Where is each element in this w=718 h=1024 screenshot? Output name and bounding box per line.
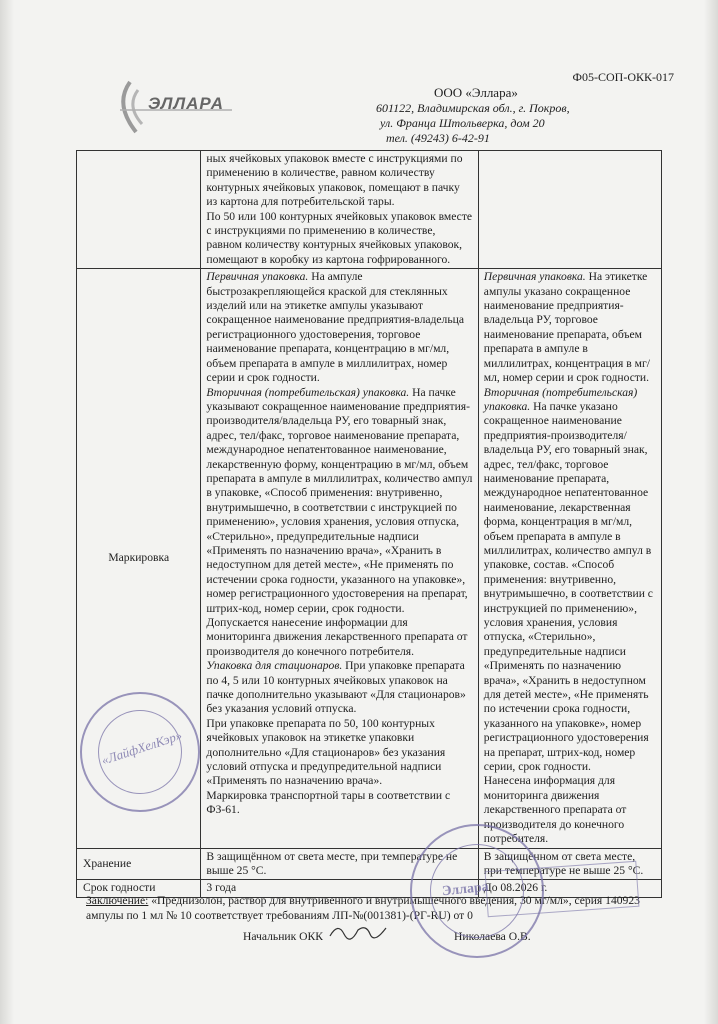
organization-address	[376, 101, 570, 146]
shelf-life-label: Срок годности	[77, 880, 201, 897]
company-logo	[112, 74, 252, 144]
stamp-ellara-text: Эллара	[441, 879, 490, 900]
scan-edge-left	[0, 0, 14, 1024]
signature-icon	[328, 920, 388, 942]
marking-result-primary: Первичная упаковка. На этикетке ампулы указано сокращенное наименование предприятия-владельца РУ, торговое наименование препарата, объем препарата в ампуле в миллилитрах, концентрация в мг/мл, номер серии и срок годности.	[483, 270, 650, 385]
packaging-text-1: ных ячейковых упаковок вместе с инструкциями по применению в количестве, равном количеству контурных ячейковых упаковок, помещают в пачку из картона для потребительской тары.	[206, 152, 463, 209]
shelf-life-spec: 3 года	[201, 880, 478, 897]
marking-spec-cell	[201, 269, 478, 848]
stamp-lifehealthcare-text: «ЛайфХелКэр»	[99, 727, 184, 768]
marking-spec-hospital: Упаковка для стационаров. При упаковке препарата по 4, 5 или 10 контурных ячейковых упаковок на пачке дополнительно указывают «Для стационаров» без указания условий отпуска.	[206, 659, 466, 716]
packaging-text-2: По 50 или 100 контурных ячейковых упаковок вместе с инструкциями по применению в количестве, равном количеству контурных ячейковых упаковок, помещают в коробку из картона гофрированного.	[206, 209, 473, 266]
address-line-1: 601122, Владимирская обл., г. Покров,	[376, 101, 570, 115]
scan-edge-right	[704, 0, 718, 1024]
logo-text: ЭЛЛАРА	[148, 94, 224, 113]
stamp-lifehealthcare	[80, 692, 200, 812]
marking-label: Маркировка	[77, 269, 201, 848]
marking-spec-monitoring: Допускается нанесение информации для мониторинга движения лекарственного препарата от производителя до конечного потребителя.	[206, 616, 468, 658]
marking-spec-transport: Маркировка транспортной тары в соответствии с ФЗ-61.	[206, 788, 451, 817]
marking-result-monitoring: Нанесена информация для мониторинга движения лекарственного препарата от производителя до конечного потребителя.	[483, 774, 627, 846]
marking-result-cell	[478, 269, 661, 848]
packaging-spec-cell	[201, 151, 478, 269]
shelf-life-result: До 08.2026 г.	[478, 880, 661, 897]
marking-result-secondary: Вторичная (потребительская) упаковка. На пачке указано сокращенное наименование предприятия-производителя/владельца РУ, его товарный знак, адрес, тел/факс, торговое наименование препарата, международное непатентованное наименование, лекарственная форма, концентрация в мг/мл, объем препарата в ампуле в миллилитрах, количество ампул в упаковке, состав. «Способ применения: внутривенно, внутримышечно, в соответствии с инструкцией по применению», условия хранения, условия отпуска, «Стерильно», предупредительные надписи «Применять по назначению врача», «Хранить в недоступном для детей месте», «Не применять по истечении срока годности, указанного на упаковке», номер регистрационного удостоверения на препарат, штрих-код, номер серии, срок годности.	[483, 385, 653, 774]
table-cell-result-empty	[478, 151, 661, 269]
address-line-2: ул. Франца Штольверка, дом 20	[380, 116, 545, 130]
storage-spec: В защищённом от света месте, при температуре не выше 25 °С.	[201, 848, 478, 880]
storage-label: Хранение	[77, 848, 201, 880]
storage-result: В защищённом от света месте, при температуре не выше 25 °С.	[478, 848, 661, 880]
address-line-3: тел. (49243) 6-42-91	[386, 131, 490, 145]
organization-name: ООО «Эллара»	[434, 85, 518, 100]
signatory-name: Николаева О.В.	[454, 930, 531, 943]
marking-spec-primary: Первичная упаковка. На ампуле быстрозакрепляющейся краской для стеклянных изделий или на этикетке ампулы указывают сокращенное наименование предприятия-владельца регистрационного удостоверения, торговое наименование препарата, концентрацию в мг/мл, объем препарата в ампуле в миллилитрах, номер серии и срок годности.	[206, 270, 464, 385]
document-code: Ф05-СОП-ОКК-017	[572, 70, 674, 84]
conclusion-label: Заключение:	[86, 894, 149, 907]
marking-spec-secondary: Вторичная (потребительская) упаковка. На пачке указывают сокращенное наименование предприятия-производителя/владельца РУ, его товарный знак, адрес, тел/факс, торговое наименование препарата, международное непатентованное наименование, лекарственную форму, концентрацию в мг/мл, объем препарата в ампуле в миллилитрах, количество ампул в упаковке, «Способ применения: внутривенно, внутримышечно, в соответствии с инструкцией по применению», условия хранения, условия отпуска, «Стерильно», предупредительные надписи «Применять по назначению врача», «Хранить в недоступном для детей месте», «Не применять по истечении срока годности, указанного на упаковке», номер регистрационного удостоверения на препарат, штрих-код, номер серии, срок годности.	[206, 385, 473, 615]
table-row-packaging	[77, 151, 662, 269]
marking-spec-hospital-2: При упаковке препарата по 50, 100 контурных ячейковых упаковок на этикетке упаковки дополнительно «Для стационаров» без указания условий отпуска и предупредительной надписи «Применять по назначению врача».	[206, 716, 446, 788]
signatory-title: Начальник ОКК	[243, 930, 323, 943]
table-cell-label-empty	[77, 151, 201, 269]
conclusion-text: «Преднизолон, раствор для внутривенного и внутримышечного введения, 30 мг/мл», серия 140923 ампулы по 1 мл № 10 соответствует требованиям ЛП-№(001381)-(РГ-RU) от 0	[86, 894, 640, 922]
